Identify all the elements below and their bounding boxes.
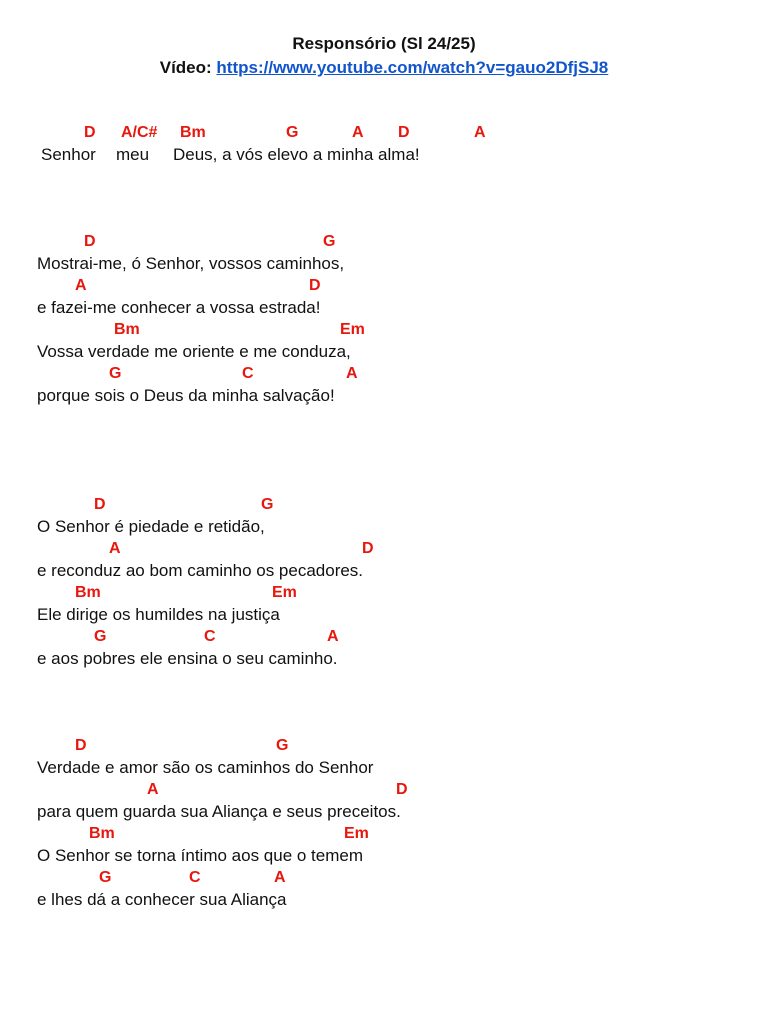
video-line (0, 58, 768, 78)
lyric-word: Senhor (41, 145, 96, 164)
lyric-line: Mostrai-me, ó Senhor, vossos caminhos, (37, 254, 345, 273)
chord: Bm (75, 584, 101, 601)
lyric-line: porque sois o Deus da minha salvação! (37, 386, 335, 405)
lyric-word: meu (116, 145, 150, 164)
chord: D (398, 124, 410, 141)
chord: D (396, 781, 408, 798)
chord: Bm (114, 321, 140, 338)
chord: A (109, 540, 121, 557)
chord: A (327, 628, 339, 645)
lyric-line: Ele dirige os humildes na justiça (37, 605, 280, 624)
video-label: Vídeo: (159, 58, 212, 77)
chord: Em (272, 584, 297, 601)
chord: G (109, 365, 122, 382)
chord: Em (344, 825, 369, 842)
lyric-line: e aos pobres ele ensina o seu caminho. (37, 649, 338, 668)
chord: C (242, 365, 254, 382)
lyric-line: O Senhor é piedade e retidão, (37, 517, 265, 536)
chord: G (323, 233, 336, 250)
chord: C (189, 869, 201, 886)
chord: D (94, 496, 106, 513)
lyric-line: e fazei-me conhecer a vossa estrada! (37, 298, 321, 317)
chord: Bm (180, 124, 206, 141)
lyric-line: O Senhor se torna íntimo aos que o temem (37, 846, 364, 865)
chord: A (75, 277, 87, 294)
chord: A (274, 869, 286, 886)
chord: D (75, 737, 87, 754)
chord: D (84, 233, 96, 250)
lyric-line: e reconduz ao bom caminho os pecadores. (37, 561, 364, 580)
chord: G (261, 496, 274, 513)
lyric-line: e lhes dá a conhecer sua Aliança (37, 890, 287, 909)
chord: Em (340, 321, 365, 338)
chord: G (99, 869, 112, 886)
chord: A (147, 781, 159, 798)
chord: D (362, 540, 374, 557)
chord: G (286, 124, 299, 141)
chord: C (204, 628, 216, 645)
chord: G (276, 737, 289, 754)
video-link[interactable]: https://www.youtube.com/watch?v=gauo2DfjSJ8 (216, 58, 609, 77)
chord: G (94, 628, 107, 645)
chord: Bm (89, 825, 115, 842)
lyric-word: Deus, a vós elevo a minha alma! (173, 145, 420, 164)
lyric-line: para quem guarda sua Aliança e seus preceitos. (37, 802, 401, 821)
chord: D (84, 124, 96, 141)
lyric-line: Vossa verdade me oriente e me conduza, (37, 342, 351, 361)
chord: A (352, 124, 364, 141)
chord: A/C# (121, 124, 158, 141)
page-title: Responsório (Sl 24/25) (292, 34, 476, 53)
lyric-line: Verdade e amor são os caminhos do Senhor (37, 758, 374, 777)
chord: A (474, 124, 486, 141)
chord: A (346, 365, 358, 382)
chord: D (309, 277, 321, 294)
